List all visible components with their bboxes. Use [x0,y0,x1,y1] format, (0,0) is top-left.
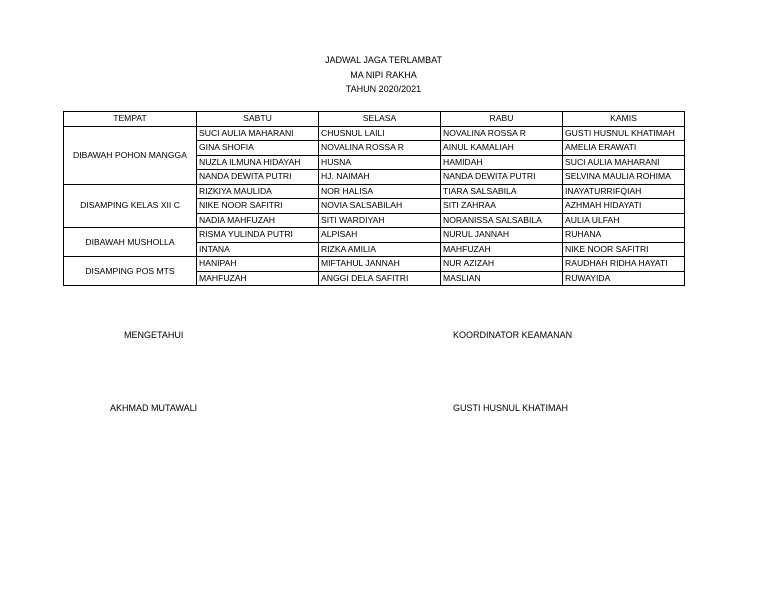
column-header-kamis: KAMIS [563,112,685,127]
name-cell: HANIPAH [197,257,319,272]
document-title: JADWAL JAGA TERLAMBAT [324,55,443,65]
table-header-row [64,112,685,127]
column-header-selasa: SELASA [319,112,441,127]
name-cell: AINUL KAMALIAH [441,141,563,156]
column-header-rabu: RABU [441,112,563,127]
name-cell: SELVINA MAULIA ROHIMA [563,170,685,185]
table-row [64,184,685,199]
name-cell: SITI ZAHRAA [441,199,563,214]
name-cell: NANDA DEWITA PUTRI [197,170,319,185]
name-cell: NUZLA ILMUNA HIDAYAH [197,155,319,170]
name-cell: NOVALINA ROSSA R [319,141,441,156]
name-cell: NUR AZIZAH [441,257,563,272]
column-header-sabtu: SABTU [197,112,319,127]
school-year: TAHUN 2020/2021 [345,84,422,94]
name-cell: NADIA MAHFUZAH [197,213,319,228]
name-cell: NOR HALISA [319,184,441,199]
name-cell: SUCI AULIA MAHARANI [197,126,319,141]
name-cell: HUSNA [319,155,441,170]
name-cell: SUCI AULIA MAHARANI [563,155,685,170]
column-header-tempat: TEMPAT [64,112,197,127]
name-cell: HJ. NAIMAH [319,170,441,185]
document-header [0,53,768,97]
signature-right-name: GUSTI HUSNUL KHATIMAH [453,403,569,413]
name-cell: GUSTI HUSNUL KHATIMAH [563,126,685,141]
signature-right-title: KOORDINATOR KEAMANAN [453,330,573,340]
name-cell: ANGGI DELA SAFITRI [319,271,441,286]
name-cell: SITI WARDIYAH [319,213,441,228]
table-row [64,126,685,141]
name-cell: NANDA DEWITA PUTRI [441,170,563,185]
table-row [64,228,685,243]
name-cell: RUWAYIDA [563,271,685,286]
name-cell: RISMA YULINDA PUTRI [197,228,319,243]
name-cell: NOVIA SALSABILAH [319,199,441,214]
tempat-cell: DISAMPING KELAS XII C [64,184,197,228]
name-cell: INAYATURRIFQIAH [563,184,685,199]
name-cell: NIKE NOOR SAFITRI [563,242,685,257]
schedule-body [64,126,685,286]
name-cell: RAUDHAH RIDHA HAYATI [563,257,685,272]
name-cell: MAHFUZAH [197,271,319,286]
name-cell: MASLIAN [441,271,563,286]
name-cell: RIZKIYA MAULIDA [197,184,319,199]
schedule-table [63,111,685,286]
name-cell: RIZKA AMILIA [319,242,441,257]
name-cell: HAMIDAH [441,155,563,170]
name-cell: NIKE NOOR SAFITRI [197,199,319,214]
name-cell: TIARA SALSABILA [441,184,563,199]
name-cell: INTANA [197,242,319,257]
name-cell: AMELIA ERAWATI [563,141,685,156]
signature-left-title: MENGETAHUI [124,330,184,340]
name-cell: CHUSNUL LAILI [319,126,441,141]
name-cell: MIFTAHUL JANNAH [319,257,441,272]
signature-left-name: AKHMAD MUTAWALI [110,403,198,413]
name-cell: NURUL JANNAH [441,228,563,243]
name-cell: GINA SHOFIA [197,141,319,156]
name-cell: ALPISAH [319,228,441,243]
name-cell: AULIA ULFAH [563,213,685,228]
table-row [64,257,685,272]
tempat-cell: DIBAWAH POHON MANGGA [64,126,197,184]
tempat-cell: DISAMPING POS MTS [64,257,197,286]
name-cell: NOVALINA ROSSA R [441,126,563,141]
school-name: MA NIPI RAKHA [350,69,417,80]
name-cell: RUHANA [563,228,685,243]
name-cell: AZHMAH HIDAYATI [563,199,685,214]
tempat-cell: DIBAWAH MUSHOLLA [64,228,197,257]
name-cell: MAHFUZAH [441,242,563,257]
name-cell: NORANISSA SALSABILA [441,213,563,228]
